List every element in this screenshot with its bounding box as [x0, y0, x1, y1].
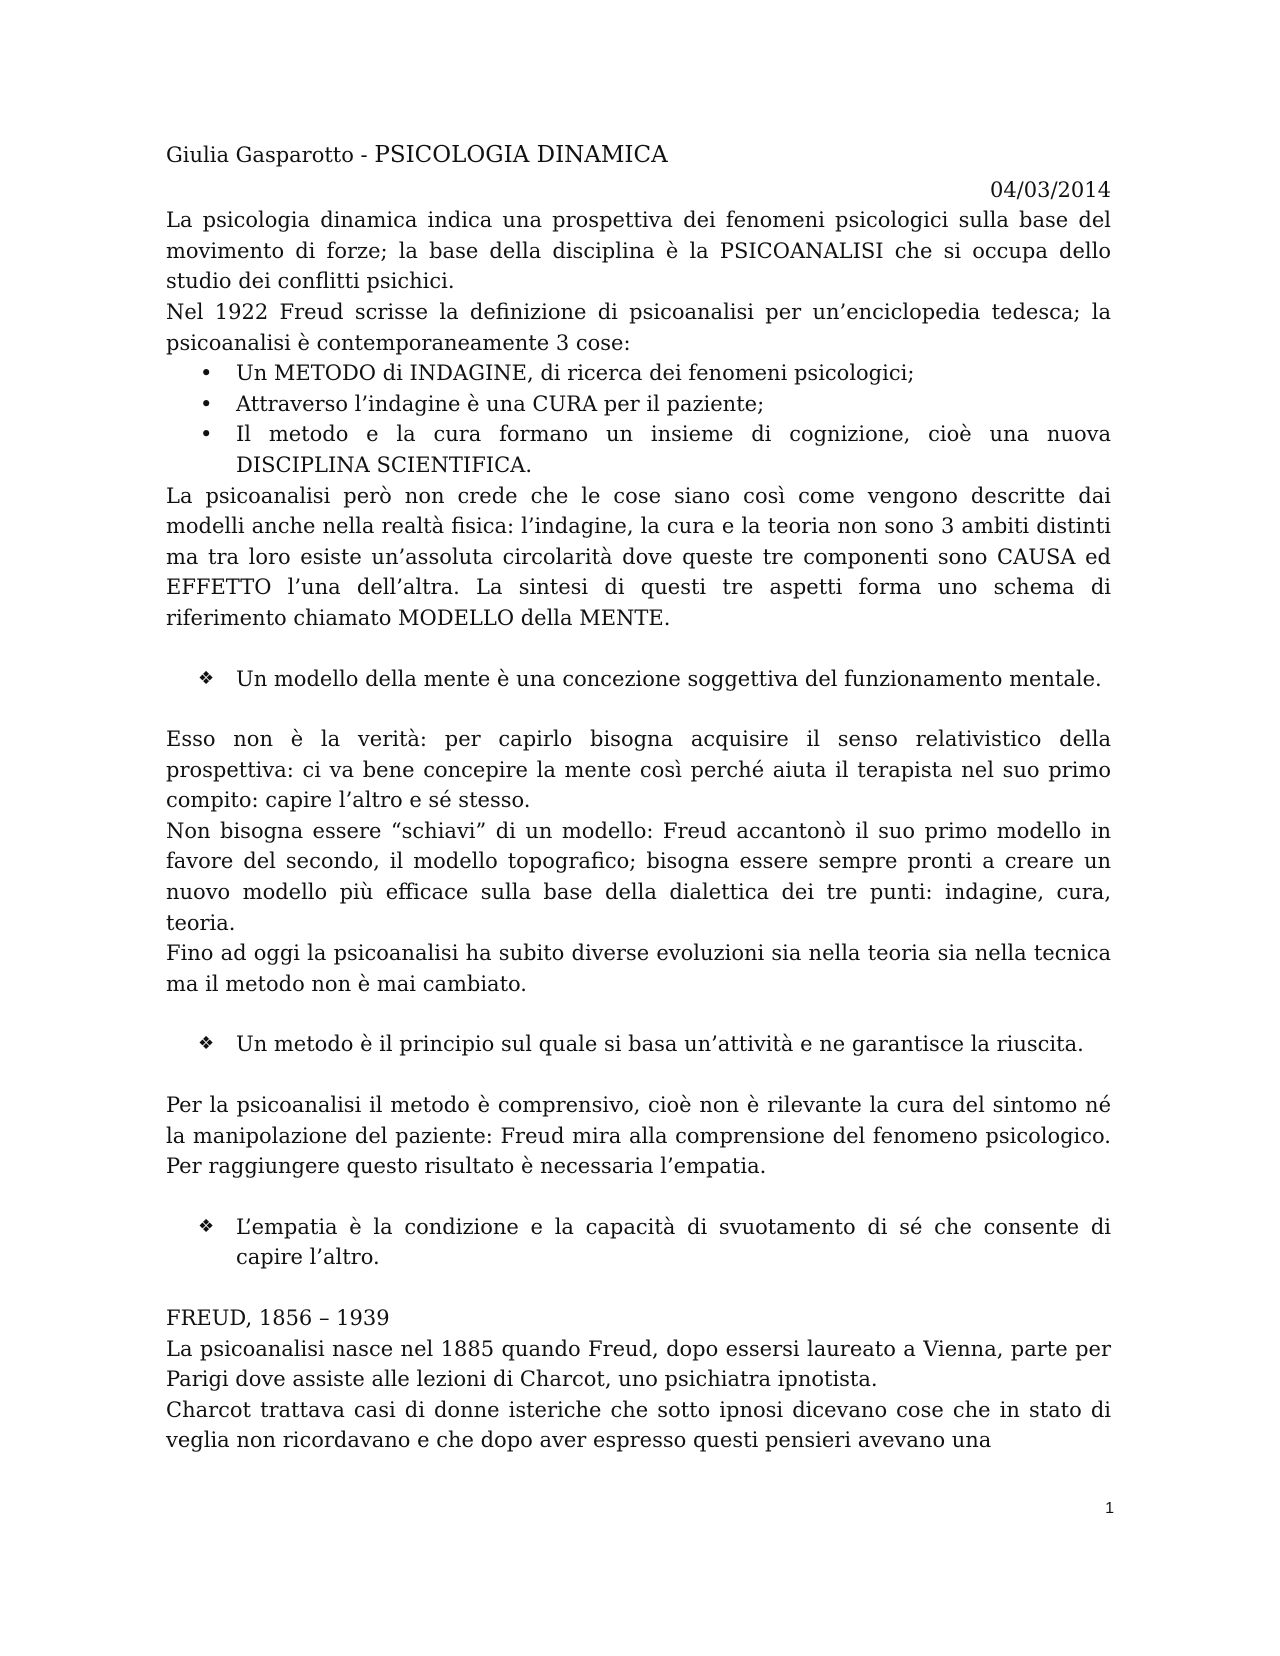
- highlight-text: L’empatia è la condizione e la capacità di svuotamento di sé che consente di capire l’altro.: [236, 1214, 1111, 1270]
- bullet-item: • Il metodo e la cura formano un insieme di cognizione, cioè una nuova DISCIPLINA SCIENTIFICA.: [166, 419, 1111, 480]
- author-name: Giulia Gasparotto -: [166, 143, 375, 167]
- subject-title: PSICOLOGIA DINAMICA: [374, 142, 668, 168]
- paragraph-truth: Esso non è la verità: per capirlo bisogna acquisire il senso relativistico della prospettiva: ci va bene concepire la mente così perché aiuta il terapista nel suo primo compito: capire l’altro e sé stesso.: [166, 727, 1111, 813]
- document-date: 04/03/2014: [989, 177, 1111, 202]
- highlight-item: [166, 1029, 1111, 1060]
- highlight-text: Un metodo è il principio sul quale si basa un’attività e ne garantisce la riuscita.: [236, 1032, 1084, 1057]
- highlight-text: Un modello della mente è una concezione soggettiva del funzionamento mentale.: [236, 666, 1102, 691]
- paragraph-freud-definition: Nel 1922 Freud scrisse la definizione di psicoanalisi per un’enciclopedia tedesca; la psicoanalisi è contemporaneamente 3 cose:: [166, 299, 1111, 355]
- highlight-list: [166, 1029, 1111, 1060]
- paragraph-charcot: Charcot trattava casi di donne isteriche che sotto ipnosi dicevano cose che in stato di veglia non ricordavano e che dopo aver espresso questi pensieri avevano una: [166, 1397, 1111, 1453]
- highlight-list: [166, 1212, 1111, 1273]
- page-content: [166, 140, 1111, 1456]
- highlight-item: [166, 664, 1111, 695]
- document-title: [166, 140, 1111, 171]
- diamond-bullet-icon: ❖: [198, 1215, 215, 1237]
- paragraph-method: Per la psicoanalisi il metodo è comprensivo, cioè non è rilevante la cura del sintomo né la manipolazione del paziente: Freud mira alla comprensione del fenomeno psicologico. Per raggiungere questo risultato è necessaria l’empatia.: [166, 1093, 1111, 1179]
- bullet-item: • Un METODO di INDAGINE, di ricerca dei fenomeni psicologici;: [166, 358, 1111, 389]
- paragraph-intro: La psicologia dinamica indica una prospettiva dei fenomeni psicologici sulla base del movimento di forze; la base della disciplina è la PSICOANALISI che si occupa dello studio dei conflitti psichici.: [166, 208, 1111, 294]
- paragraph-origin: La psicoanalisi nasce nel 1885 quando Freud, dopo essersi laureato a Vienna, parte per Parigi dove assiste alle lezioni di Charcot, uno psichiatra ipnotista.: [166, 1336, 1111, 1392]
- paragraph-circularity: La psicoanalisi però non crede che le cose siano così come vengono descritte dai modelli anche nella realtà fisica: l’indagine, la cura e la teoria non sono 3 ambiti distinti ma tra loro esiste un’assoluta circolarità dove queste tre componenti sono CAUSA ed EFFETTO l’una dell’altra. La sintesi di questi tre aspetti forma uno schema di riferimento chiamato MODELLO della MENTE.: [166, 483, 1111, 630]
- highlight-item: [166, 1212, 1111, 1273]
- bullet-list: [166, 358, 1111, 480]
- diamond-bullet-icon: ❖: [198, 667, 215, 689]
- diamond-bullet-icon: ❖: [198, 1033, 215, 1055]
- paragraph-slaves: Non bisogna essere “schiavi” di un modello: Freud accantonò il suo primo modello in favore del secondo, il modello topografico; bisogna essere sempre pronti a creare un nuovo modello più efficace sulla base della dialettica dei tre punti: indagine, cura, teoria.: [166, 818, 1111, 935]
- bullet-item: • Attraverso l’indagine è una CURA per il paziente;: [166, 389, 1111, 420]
- section-heading: FREUD, 1856 – 1939: [166, 1306, 390, 1330]
- highlight-list: [166, 664, 1111, 695]
- page-number: 1: [1105, 1500, 1114, 1517]
- paragraph-evolution: Fino ad oggi la psicoanalisi ha subito diverse evoluzioni sia nella teoria sia nella tecnica ma il metodo non è mai cambiato.: [166, 941, 1111, 996]
